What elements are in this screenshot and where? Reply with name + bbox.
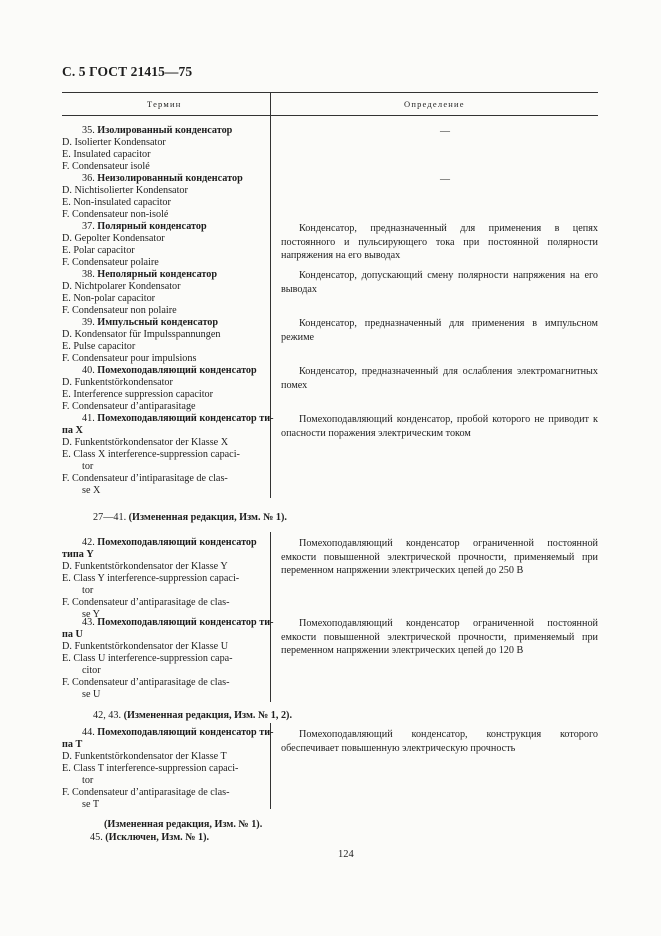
term-fr: F. Condensateur polaire	[62, 257, 159, 268]
term-ru: 44. Помехоподавляющий конденсатор ти-	[82, 727, 274, 738]
term-fr-cont: se U	[82, 689, 101, 700]
term-en: E. Class U interference-suppression capa-	[62, 653, 233, 664]
definition-44: Помехоподавляющий конденсатор, конструкция которого обеспечивает повышенную электрическую прочность	[281, 729, 598, 754]
term-de: D. Isolierter Kondensator	[62, 137, 166, 148]
exclusion-note: 45. (Исключен, Изм. № 1).	[90, 832, 210, 843]
term-en: E. Class T interference-suppression capaci-	[62, 763, 239, 774]
term-ru: 40. Помехоподавляющий конденсатор	[82, 365, 257, 376]
amendment-note: (Измененная редакция, Изм. № 1).	[104, 819, 263, 830]
definition-36: —	[440, 174, 450, 185]
definition-35: —	[440, 126, 450, 137]
term-en-cont: tor	[82, 585, 94, 596]
term-de: D. Funkentstörkondensator der Klasse X	[62, 437, 229, 448]
term-entry-41	[62, 413, 274, 497]
column-header-definition: Определение	[404, 99, 465, 109]
term-en: E. Interference suppression capacitor	[62, 389, 214, 400]
term-en: E. Class X interference-suppression capaci-	[62, 449, 240, 460]
term-ru-cont: па X	[62, 425, 83, 436]
definition-43: Помехоподавляющий конденсатор ограниченной постоянной емкости повышенной электрической прочности, применяемый при переменном напряжении электрических цепей до 120 В	[281, 618, 598, 656]
term-en: E. Insulated capacitor	[62, 149, 151, 160]
term-en: E. Pulse capacitor	[62, 341, 136, 352]
term-ru-cont: па U	[62, 629, 83, 640]
term-fr: F. Condensateur pour impulsions	[62, 353, 197, 364]
definition-42: Помехоподавляющий конденсатор ограниченной постоянной емкости повышенной электрической прочности, применяемый при переменном напряжении электрических цепей до 250 В	[281, 538, 598, 576]
term-en: E. Non-insulated capacitor	[62, 197, 171, 208]
term-entry-40	[62, 365, 264, 413]
term-fr: F. Condensateur non polaire	[62, 305, 177, 316]
column-divider	[270, 92, 271, 498]
term-fr: F. Condensateur non-isolé	[62, 209, 169, 220]
term-entry-35	[62, 125, 264, 173]
term-fr: F. Condensateur d’antiparasitage de clas-	[62, 787, 230, 798]
term-de: D. Nichtpolarer Kondensator	[62, 281, 181, 292]
term-entry-43	[62, 617, 274, 701]
term-fr-cont: se X	[82, 485, 101, 496]
table-header-rule	[62, 115, 598, 116]
term-ru: 39. Импульсный конденсатор	[82, 317, 219, 328]
term-ru: 37. Полярный конденсатор	[82, 221, 207, 232]
definition-41: Помехоподавляющий конденсатор, пробой которого не приводит к опасности поражения электрическим током	[281, 414, 598, 439]
term-ru: 35. Изолированный конденсатор	[82, 125, 233, 136]
term-en-cont: tor	[82, 461, 94, 472]
page-header: С. 5 ГОСТ 21415—75	[62, 64, 193, 79]
term-fr-cont: se Y	[82, 609, 101, 620]
term-de: D. Gepolter Kondensator	[62, 233, 165, 244]
term-entry-39	[62, 317, 264, 365]
term-en: E. Polar capacitor	[62, 245, 135, 256]
term-entry-36	[62, 173, 264, 221]
definition-40: Конденсатор, предназначенный для ослабления электромагнитных помех	[281, 366, 598, 391]
table-top-rule	[62, 92, 598, 93]
definition-37: Конденсатор, предназначенный для применения в цепях постоянного и пульсирующего тока при постоянной полярности напряжения на его выводах	[281, 223, 598, 261]
term-fr: F. Condensateur d’antiparasitage de clas-	[62, 597, 230, 608]
term-en-cont: citor	[82, 665, 101, 676]
term-en: E. Non-polar capacitor	[62, 293, 156, 304]
term-fr: F. Condensateur d’intiparasitage de clas-	[62, 473, 228, 484]
term-ru: 43. Помехоподавляющий конденсатор ти-	[82, 617, 274, 628]
term-de: D. Funkentstörkondensator der Klasse U	[62, 641, 229, 652]
term-ru-cont: па T	[62, 739, 83, 750]
term-ru: 38. Неполярный конденсатор	[82, 269, 218, 280]
amendment-note: 42, 43. (Измененная редакция, Изм. № 1, 2).	[93, 710, 292, 721]
term-en: E. Class Y interference-suppression capaci-	[62, 573, 240, 584]
term-ru: 36. Неизолированный конденсатор	[82, 173, 243, 184]
term-fr: F. Condensateur d’antiparasitage	[62, 401, 196, 412]
term-entry-42	[62, 537, 264, 621]
term-entry-38	[62, 269, 264, 317]
page-number: 124	[338, 849, 354, 860]
term-fr: F. Condensateur d’antiparasitage de clas-	[62, 677, 230, 688]
term-ru: 42. Помехоподавляющий конденсатор	[82, 537, 257, 548]
amendment-note: 27—41. (Измененная редакция, Изм. № 1).	[93, 512, 287, 523]
column-header-terms: Термин	[147, 99, 182, 109]
term-ru: 41. Помехоподавляющий конденсатор ти-	[82, 413, 274, 424]
term-ru-cont: типа Y	[62, 549, 94, 560]
term-entry-44	[62, 727, 274, 811]
definition-38: Конденсатор, допускающий смену полярности напряжения на его выводах	[281, 270, 598, 295]
term-de: D. Nichtisolierter Kondensator	[62, 185, 188, 196]
term-de: D. Funkentstörkondensator	[62, 377, 173, 388]
term-fr-cont: se T	[82, 799, 100, 810]
term-entry-37	[62, 221, 264, 269]
term-de: D. Funkentstörkondensator der Klasse T	[62, 751, 227, 762]
term-de: D. Funkentstörkondensator der Klasse Y	[62, 561, 228, 572]
term-en-cont: tor	[82, 775, 94, 786]
term-fr: F. Condensateur isolé	[62, 161, 150, 172]
term-de: D. Kondensator für Impulsspannungen	[62, 329, 221, 340]
definition-39: Конденсатор, предназначенный для применения в импульсном режиме	[281, 318, 598, 343]
